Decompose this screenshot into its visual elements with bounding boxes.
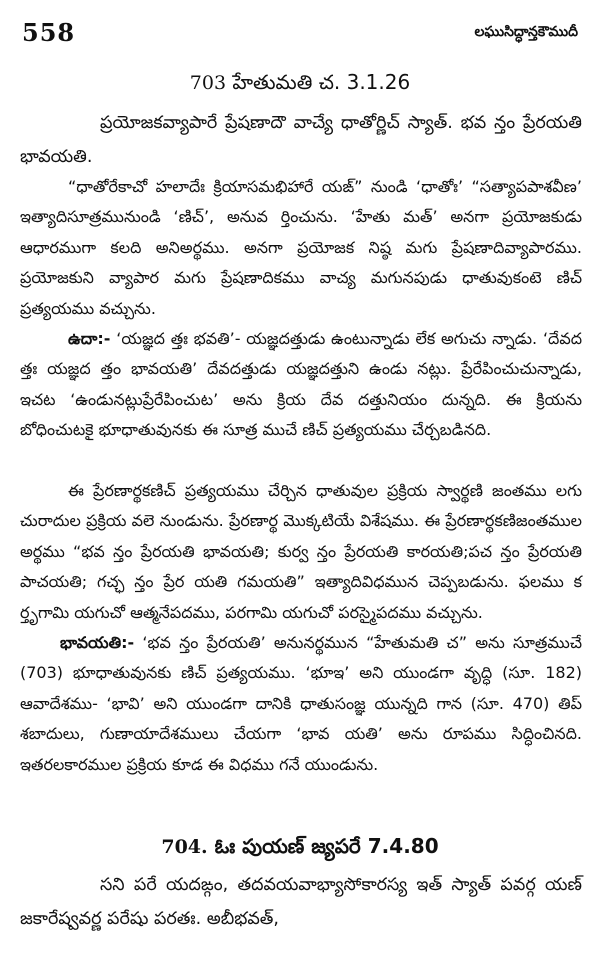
sutra-text: ఓః పుయణ్ జ్యపరే 7.4.80	[214, 834, 439, 858]
sutra-text: హేతుమతి చ. 3.1.26	[232, 70, 411, 94]
anuvritti-paragraph: “ధాతోరేకాచో హలాదేః క్రియాసమభిహారే యఙ్” నుండి ‘ధాతోః’ “సత్యాపపాశవీణ’ ఇత్యాదిసూత్రమునుండి ‘ణిచ్’, అనువ ర్తించును. ‘హేతు మత్’ అనగా ప్రయోజకుడు ఆధారముగా కలది అనిఅర్థము. అనగా ప్రయోజక నిష్ఠ మగు ప్రేషణాదివ్యాపారము. ప్రయోజకుని వ్యాపార మగు ప్రేషణాదికము వాచ్య మగునపుడు ధాతువుకంటె ణిచ్ ప్రత్యయము వచ్చును.	[20, 177, 582, 318]
running-head: లఘుసిద్ధాన్తకౌముదీ	[474, 24, 578, 40]
sutra-number: 704.	[161, 836, 208, 858]
sutra-704-gloss-paragraph: సని పరే యదఙ్గం, తదవయవాభ్యాసోకారస్య ఇత్ స్యాత్ పవర్గ యణ్ జకారేష్వవర్ణ పరేషు పరతః. అబీభవత్,	[20, 875, 582, 929]
sutra-gloss-paragraph: ప్రయోజకవ్యాపారే ప్రేషణాదౌ వాచ్యే ధాతోర్ణిచ్ స్యాత్. భవ న్తం ప్రేరయతి భావయతి.	[20, 113, 582, 167]
sutra-number: 703	[189, 72, 227, 94]
example-text: ‘యజ్ఞద త్తః భవతి’- యజ్ఞదత్తుడు ఉంటున్నాడు లేక అగుచు న్నాడు. ‘దేవద త్తః యజ్ఞద త్తం భావయతి’ దేవదత్తుడు యజ్ఞదత్తుని ఉండు నట్లు. ప్రేరేపించుచున్నాడు, ఇచట ‘ఉండునట్లుప్రేరేపించుట’ అను క్రియ దేవ దత్తునియం దున్నది. ఈ క్రియను బోధించుటకై భూధాతువునకు ఈ సూత్ర ముచే ణిచ్ ప్రత్యయము చేర్చబడినది.	[20, 329, 582, 440]
bhavayati-label: భావయతి:-	[60, 633, 135, 652]
prerana-paragraph: ఈ ప్రేరణార్థకణిచ్ ప్రత్యయము చేర్చిన ధాతువుల ప్రక్రియ స్వార్థణి జంతము లగు చురాదుల ప్రక్రియ వలె నుండును. ప్రేరణార్థ మొక్కటియే విశేషము. ఈ ప్రేరణార్థకణిజంతముల అర్థము “భవ న్తం ప్రేరయతి భావయతి; కుర్వ న్తం ప్రేరయతి కారయతి;పచ న్తం ప్రేరయతి పాచయతి; గచ్ఛ న్తం ప్రేర యతి గమయతి” ఇత్యాదివిధమున చెప్పబడును. ఫలము క ర్తృగామి యగుచో ఆత్మనేపదము, పరగామి యగుచో పరస్మైపదము వచ్చును.	[20, 481, 582, 622]
example-paragraph	[20, 324, 582, 446]
sutra-heading-704	[0, 832, 600, 861]
sutra-heading-703	[0, 68, 600, 97]
page-header	[22, 14, 578, 50]
bhavayati-text: ‘భవ న్తం ప్రేరయతి’ అనునర్థమున “హేతుమతి చ” అను సూత్రముచే (703) భూధాతువునకు ణిచ్ ప్రత్యయము. ‘భూఇ’ అని యుండగా వృద్ధి (సూ. 182) ఆవాదేశము- ‘భావి’ అని యుండగా దానికి ధాతుసంజ్ఞ యున్నది గాన (సూ. 470) తిప్ శబాదులు, గుణాయాదేశములు చేయగా ‘భావ యతి’ అను రూపము సిద్ధించినది. ఇతరలకారముల ప్రక్రియ కూడ ఈ విధము గనే యుండును.	[20, 633, 582, 774]
page-number: 558	[22, 18, 76, 47]
example-label: ఉదా:-	[68, 329, 111, 348]
bhavayati-paragraph	[20, 628, 582, 780]
